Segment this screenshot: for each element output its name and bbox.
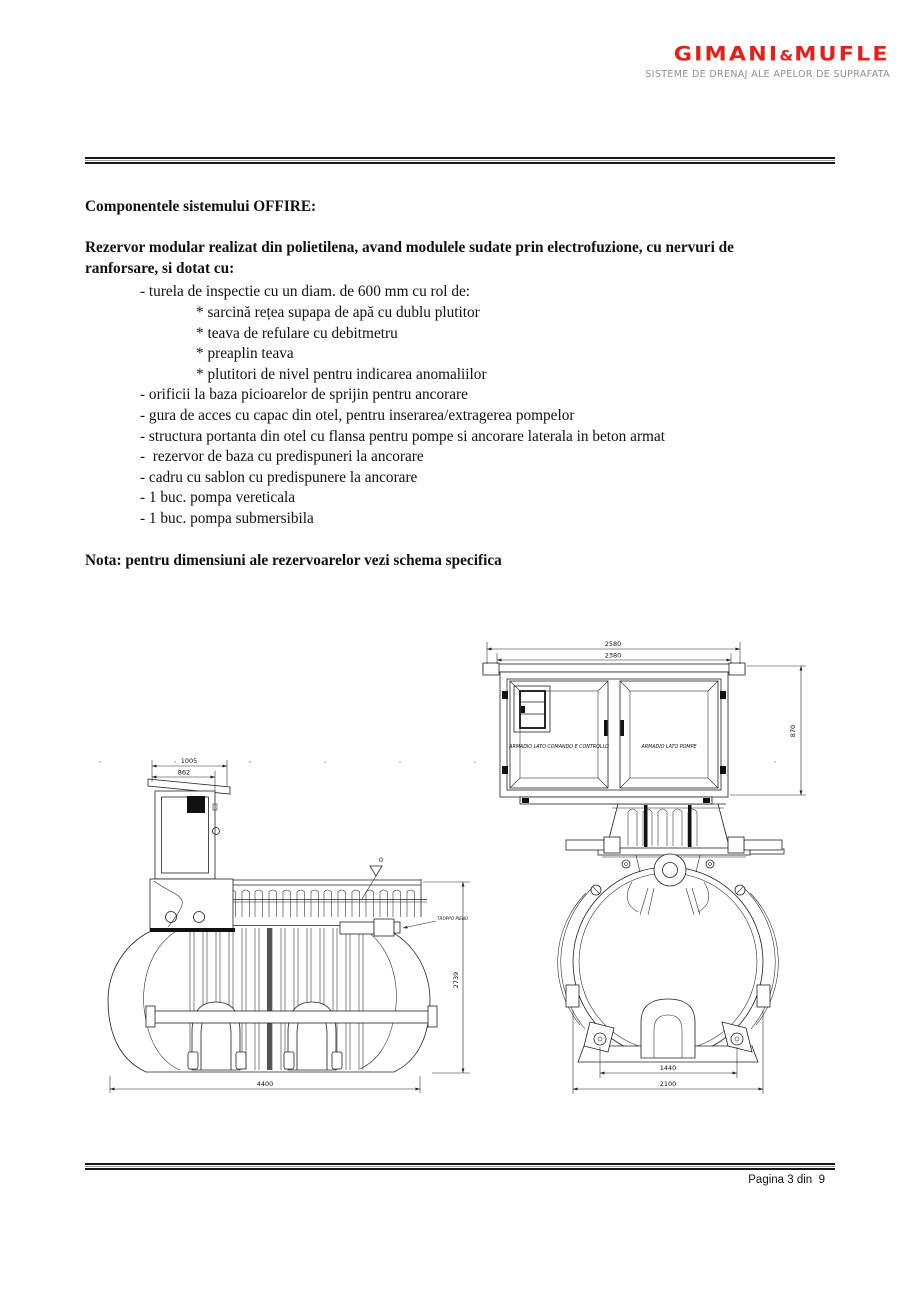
list-item: - gura de acces cu capac din otel, pentru inserarea/extragerea pompelor	[140, 406, 575, 424]
door-label-left: ARMADIO LATO COMANDO E CONTROLLO	[509, 745, 609, 750]
dim-label-2100: 2100	[659, 1080, 677, 1088]
left-tank-drawing	[108, 757, 470, 1093]
endcap-right	[360, 927, 396, 1069]
platform-grating	[209, 879, 427, 917]
endcap-left	[144, 929, 180, 1070]
list-item: * preaplin teava	[196, 345, 294, 363]
intro-paragraph-line1: Rezervor modular realizat din polietilena, avand modulele sudate prin electrofuzione, cu nervuri de	[85, 239, 734, 257]
section-heading: Componentele sistemului OFFIRE:	[85, 198, 317, 215]
overflow-label: TROPPO PIENO	[437, 916, 469, 921]
door-label-right: ARMADIO LATO POMPE	[641, 745, 697, 750]
dim-label-2580: 2580	[604, 640, 622, 648]
logo-word2: MUFLE	[794, 43, 890, 66]
door-handle	[604, 720, 608, 736]
dim-label-1005: 1005	[180, 757, 198, 765]
level-label: 0	[378, 856, 384, 864]
technical-drawings	[50, 625, 850, 1110]
header-rule	[85, 157, 835, 164]
cabinet-window	[187, 796, 205, 813]
cabinet-front-view	[483, 663, 745, 804]
flange-plate	[598, 848, 750, 855]
logo-subtitle: SISTEME DE DRENAJ ALE APELOR DE SUPRAFATA	[645, 69, 890, 80]
list-item: - turela de inspectie cu un diam. de 600 mm cu rol de:	[140, 283, 471, 301]
dim-label-862: 862	[177, 768, 191, 777]
list-item: - orificii la baza picioarelor de sprijin pentru ancorare	[140, 386, 468, 404]
saddle-braces	[627, 882, 709, 915]
module-joint	[267, 928, 272, 1070]
bottom-dome	[641, 999, 695, 1058]
page-number: Pagina 3 din 9	[748, 1174, 825, 1186]
list-item: - 1 buc. pompa vereticala	[140, 489, 296, 507]
dim-label-1440: 1440	[659, 1064, 677, 1072]
company-logo	[645, 44, 890, 80]
cabinet-pedestal	[150, 879, 235, 932]
overflow-pipe	[340, 916, 469, 936]
cabinet-roof-bar	[483, 664, 745, 672]
list-item: - structura portanta din otel cu flansa pentru pompe si ancorare laterala in beton armat	[140, 427, 665, 445]
list-item: * teava de refulare cu debitmetru	[196, 324, 398, 342]
dim-label-4400: 4400	[256, 1080, 274, 1088]
dim-label-2739: 2739	[452, 971, 460, 989]
list-item: * sarcină rețea supapa de apă cu dublu plutitor	[196, 303, 480, 321]
footer-rule	[85, 1163, 835, 1170]
dim-label-870: 870	[789, 724, 797, 738]
door-handle	[621, 720, 625, 736]
cabinet-side-view	[148, 779, 230, 879]
list-item: - 1 buc. pompa submersibila	[140, 509, 314, 527]
logo-word1: GIMANI	[674, 43, 780, 66]
logo-ampersand: &	[779, 47, 795, 65]
list-item: - cadru cu sablon cu predispunere la ancorare	[140, 468, 418, 486]
list-item: - rezervor de baza cu predispuneri la ancorare	[140, 448, 424, 466]
intro-paragraph-line2: ranforsare, si dotat cu:	[85, 259, 235, 277]
logo-wordmark	[631, 44, 890, 66]
body-text	[85, 197, 845, 571]
list-item: * plutitori de nivel pentru indicarea anomaliilor	[196, 365, 487, 383]
right-tank-drawing	[483, 640, 806, 1094]
component-list	[85, 282, 845, 529]
dim-label-2380: 2380	[604, 651, 622, 660]
note-line: Nota: pentru dimensiuni ale rezervoarelor vezi schema specifica	[85, 551, 502, 569]
manhole-ring	[654, 854, 686, 886]
cabinet-body	[155, 791, 215, 879]
reinforcement-band	[153, 1011, 431, 1023]
